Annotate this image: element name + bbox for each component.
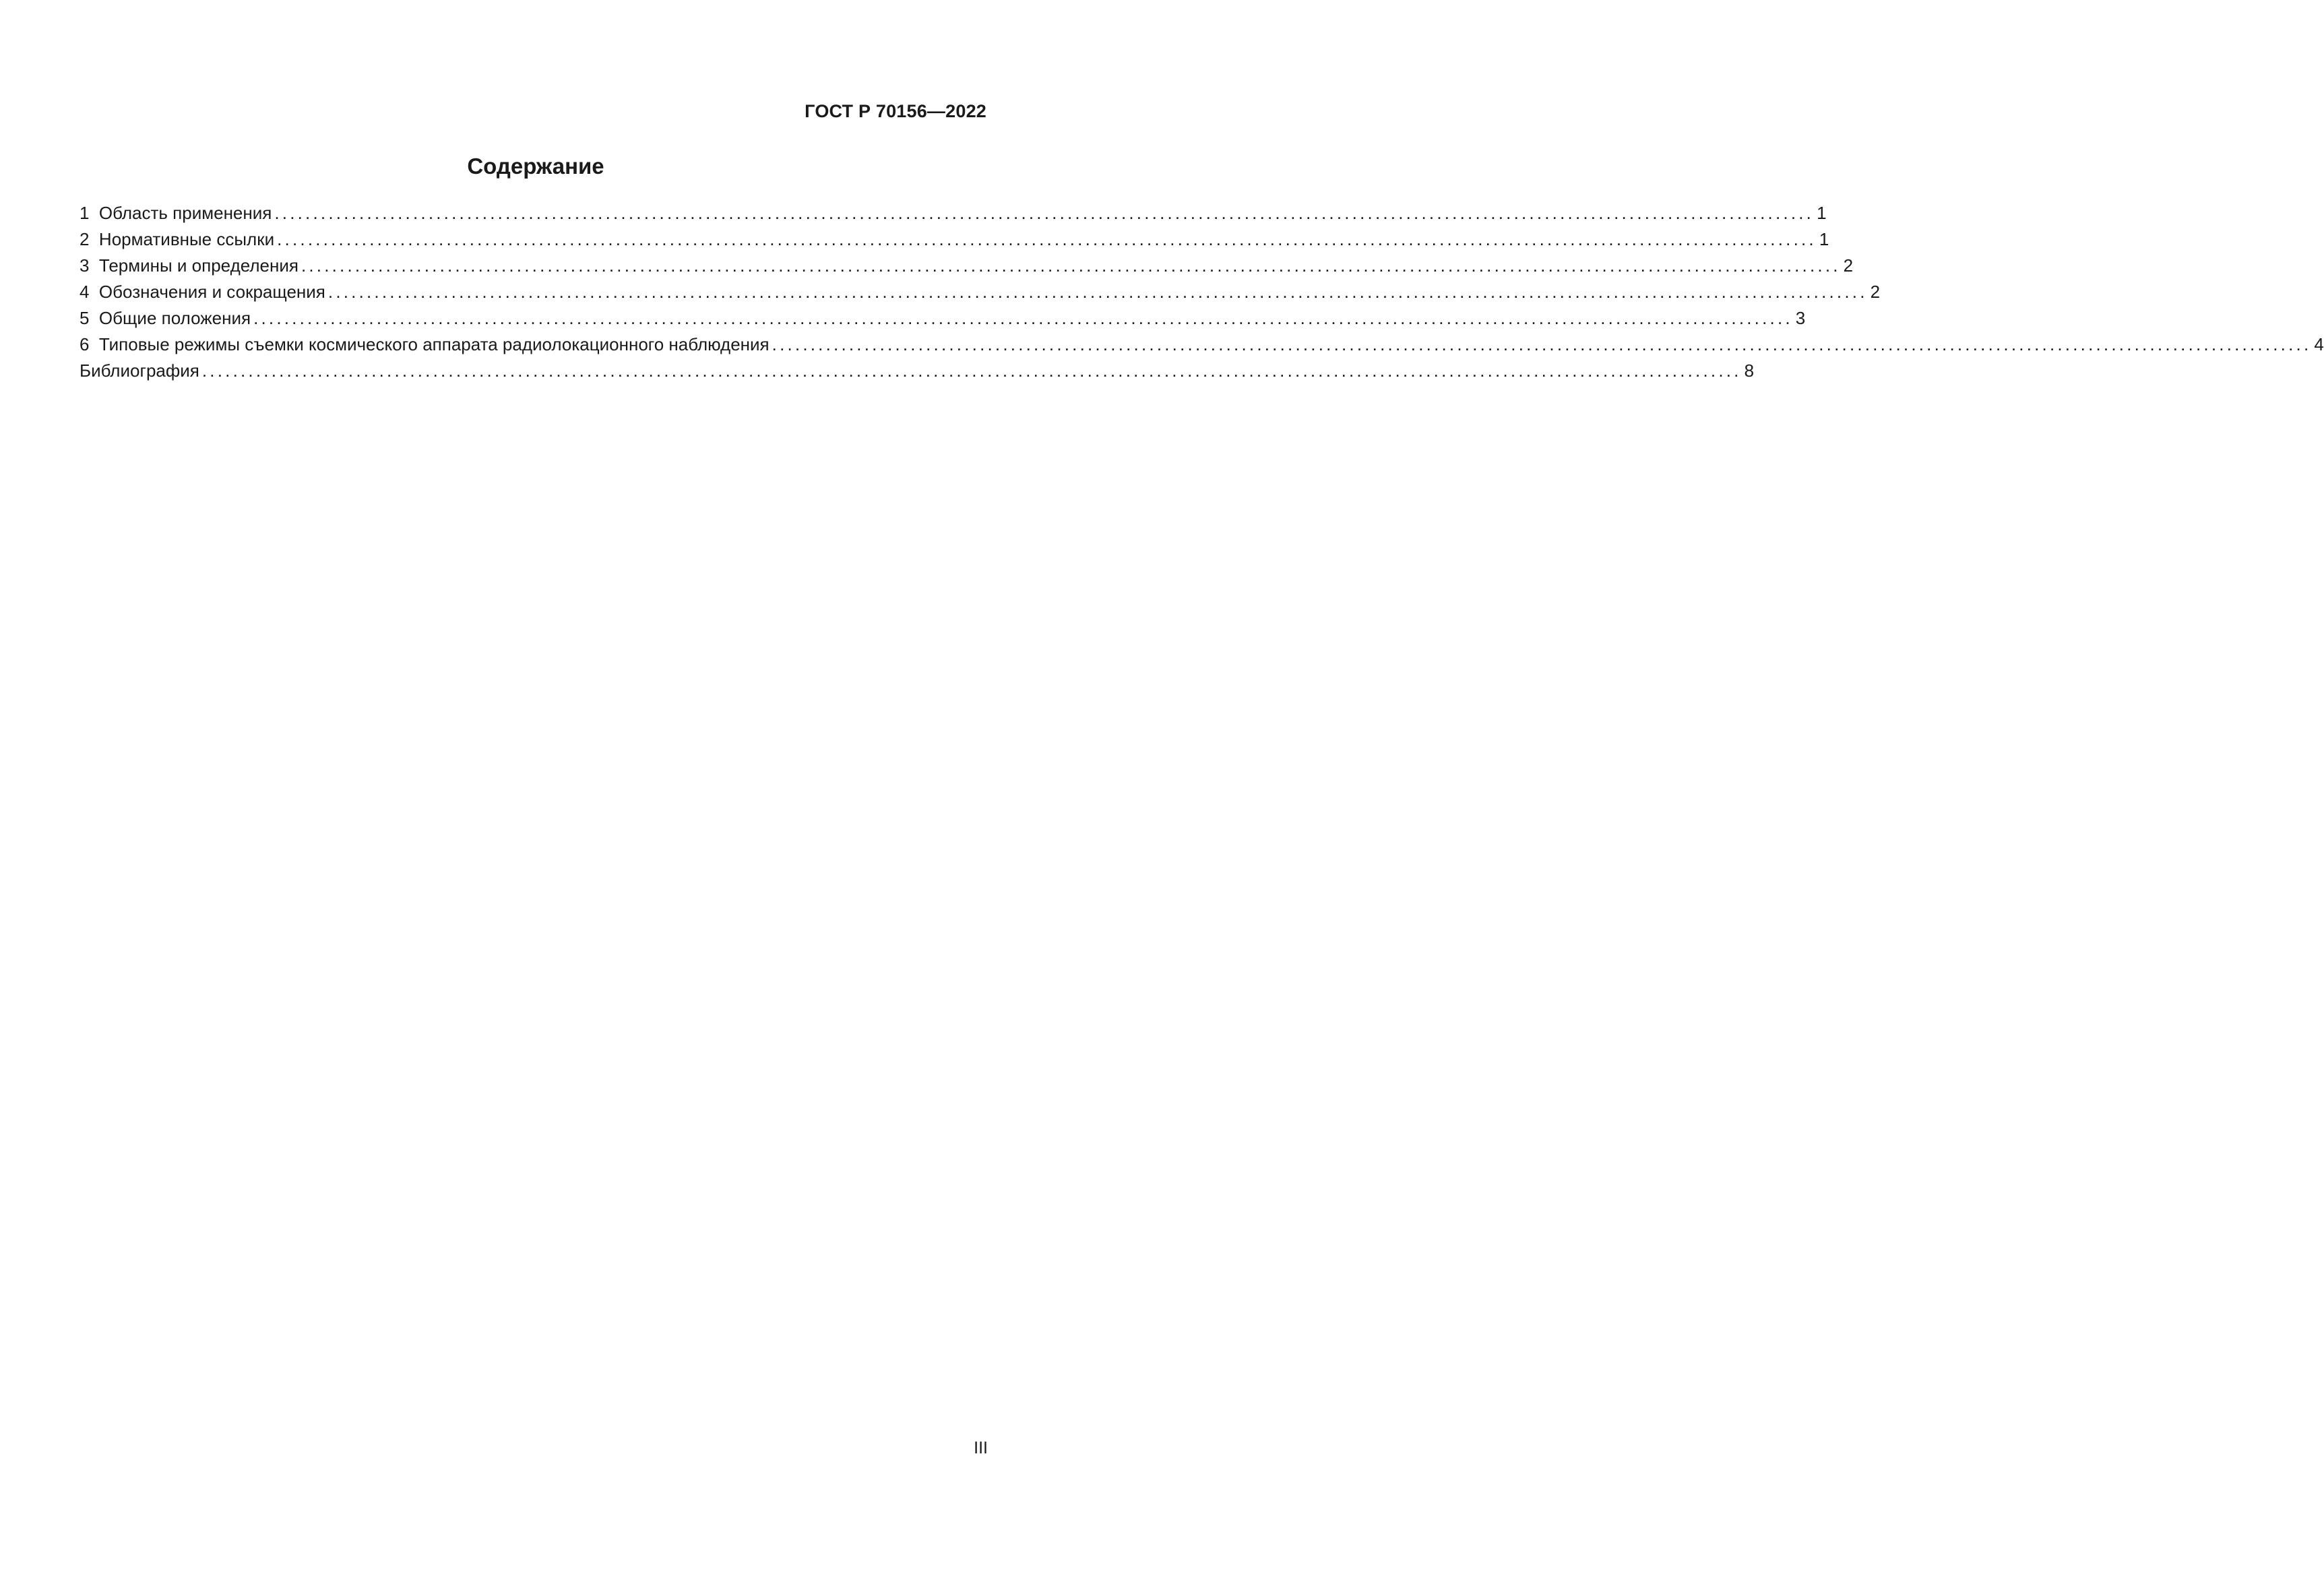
toc-entry-page: 3 [1795, 308, 1806, 328]
toc-entry-label: Нормативные ссылки [98, 229, 275, 249]
toc-entry-number: 5 [80, 308, 99, 328]
toc-entry-imaging-modes[interactable] [80, 332, 2324, 358]
toc-entry-terms-definitions[interactable] [80, 253, 1854, 279]
toc-entry-label: Общие положения [98, 308, 251, 328]
toc-dot-leader: ........................................................................................................................................................................................................ [772, 334, 2312, 354]
toc-dot-leader: ........................................................................................................................................................................................................ [301, 255, 1841, 276]
toc-entry-symbols-abbreviations[interactable] [80, 279, 1881, 305]
toc-entry-scope[interactable] [80, 200, 1827, 226]
toc-entry-page: 8 [1744, 360, 1755, 381]
toc-dot-leader: ........................................................................................................................................................................................................ [327, 282, 1868, 302]
table-of-contents [80, 200, 2324, 384]
toc-entry-page: 1 [1819, 229, 1829, 249]
toc-entry-label: Обозначения и сокращения [98, 282, 325, 302]
toc-entry-label: Область применения [98, 203, 272, 223]
toc-entry-page: 2 [1870, 282, 1881, 302]
toc-entry-number: 1 [80, 203, 99, 223]
toc-dot-leader: ........................................................................................................................................................................................................ [274, 203, 1815, 223]
toc-entry-label: Библиография [80, 360, 199, 381]
toc-entry-number: 2 [80, 229, 99, 249]
document-code: ГОСТ Р 70156—2022 [805, 101, 986, 121]
toc-dot-leader: ........................................................................................................................................................................................................ [201, 360, 1742, 381]
toc-entry-bibliography[interactable] [80, 358, 1755, 384]
page-number: III [974, 1439, 988, 1457]
toc-entry-number: 4 [80, 282, 99, 302]
toc-entry-page: 4 [2314, 334, 2324, 354]
toc-entry-label: Термины и определения [98, 255, 299, 276]
toc-entry-number: 3 [80, 255, 99, 276]
toc-entry-label: Типовые режимы съемки космического аппарата радиолокационного наблюдения [98, 334, 770, 354]
toc-entry-general-provisions[interactable] [80, 305, 1806, 332]
toc-entry-number: 6 [80, 334, 99, 354]
toc-entry-page: 1 [1817, 203, 1827, 223]
toc-dot-leader: ........................................................................................................................................................................................................ [277, 229, 1817, 249]
toc-title: Содержание [467, 154, 604, 179]
toc-entry-normative-references[interactable] [80, 226, 1829, 253]
toc-dot-leader: ........................................................................................................................................................................................................ [253, 308, 1793, 328]
toc-entry-page: 2 [1843, 255, 1854, 276]
